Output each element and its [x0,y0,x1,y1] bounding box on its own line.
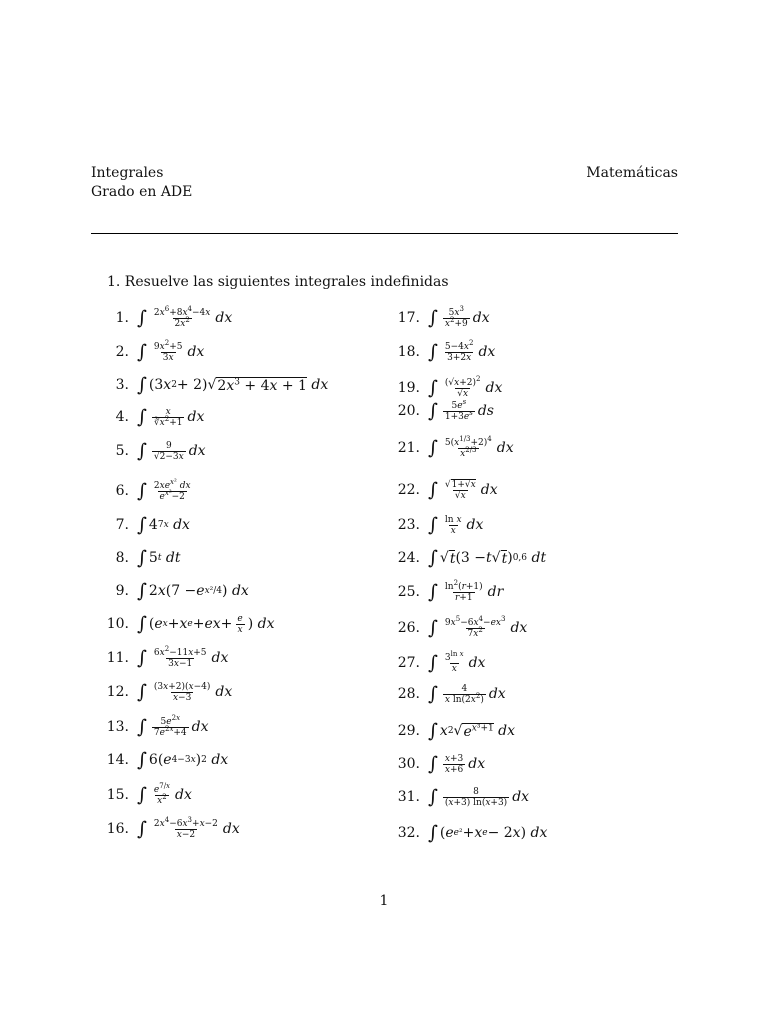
integral-expression: ∫ $\frac{5-4x^2}{3+2x}$ dx [428,338,496,363]
integral-expression: ∫ $\frac{e^{7/x}}{x^2}$ dx [137,781,192,806]
item-number: 30. [397,756,420,772]
integral-item [99,578,249,604]
integral-expression: ∫ $\frac{2x^6+8x^4-4x}{2x^2}$ dx [137,304,233,329]
integral-expression: ∫ ( e x + x e + ex + $\frac{e}{x}$ ) dx [137,613,275,635]
subject-label: Matemáticas [586,165,678,181]
integral-item [99,478,196,504]
item-number: 23. [397,517,420,533]
item-number: 17. [397,310,420,326]
integral-item [390,305,490,331]
item-number: 20. [397,403,420,419]
integral-expression: ∫ $\frac{5e^s}{1+3e^s}$ ds [428,397,494,422]
item-number: 15. [106,787,129,803]
item-number: 32. [397,825,420,841]
item-number: 3. [115,377,129,393]
item-number: 31. [397,789,420,805]
integral-item [99,404,204,430]
integral-expression: ∫ $\frac{2x^4-6x^3+x-2}{x-2}$ dx [137,815,240,840]
item-number: 19. [397,380,420,396]
integral-expression: ∫ $\frac{9x^5-6x^4-ex^3}{7x^2}$ dx [428,614,528,639]
integral-item [390,650,485,676]
integral-item [390,545,546,571]
integral-expression: ∫ x 2 √ $e^{x^3+1}$ dx [428,720,516,742]
integral-expression: ∫ $\frac{5x^3}{x^2+9}$ dx [428,304,490,329]
integral-item [390,579,503,605]
integral-item [390,512,483,538]
integral-expression: ∫ $\frac{2xe^{x^2} dx}{e^{x^2}-2}$ [137,477,191,502]
integral-expression: ∫ $\frac{(3x+2)(x-4)}{x-3}$ dx [137,681,233,703]
integral-expression: ∫ $\frac{4}{x \ln(2x^2)}$ dx [428,683,506,705]
integral-expression: ∫ ( e e² + x e − 2 x ) dx [428,822,548,844]
course-title: Integrales [91,165,164,181]
integral-expression: ∫ $\frac{5(x^{1/3}+2)^4}{x^{2/3}}$ dx [428,434,514,459]
integral-expression: ∫ $\frac{9x^2+5}{3x}$ dx [137,338,205,363]
item-number: 7. [115,517,129,533]
integral-item [390,784,529,810]
integral-item [99,611,274,637]
item-number: 6. [115,483,129,499]
item-number: 11. [106,650,129,666]
header-divider [91,233,678,234]
item-number: 18. [397,344,420,360]
integral-item [99,545,181,571]
integral-expression: ∫ $\frac{\text{ln x}}{x}$ dx [428,514,484,536]
item-number: 28. [397,686,420,702]
integral-expression: ∫ $\frac{x+3}{x+6}$ dx [428,753,486,775]
item-number: 26. [397,620,420,636]
integral-expression: ∫ 6( e 4−3x ) 2 dx [137,749,229,771]
item-number: 13. [106,719,129,735]
item-number: 1. [115,310,129,326]
integral-expression: ∫ $\frac{(√x+2)^2}{√x}$ dx [428,374,503,399]
item-number: 14. [106,752,129,768]
item-number: 2. [115,344,129,360]
integral-item [390,339,495,365]
item-number: 5. [115,443,129,459]
integral-item [390,615,527,641]
page-number: 1 [379,893,389,909]
integral-item [99,438,206,464]
item-number: 25. [397,584,420,600]
item-number: 8. [115,550,129,566]
integral-item [99,747,228,773]
integral-item [99,372,328,398]
integral-item [99,339,204,365]
item-number: 12. [106,684,129,700]
integral-item [390,435,514,461]
integral-expression: ∫ $\frac{3^{ln x}}{x}$ dx [428,649,486,674]
integral-expression: ∫ 4 7x dx [137,514,190,536]
item-number: 16. [106,821,129,837]
integral-expression: ∫ 5 t dt [137,547,181,569]
integral-expression: ∫ $\frac{x}{∛x^2+1}$ dx [137,406,205,428]
integral-expression: ∫ $\frac{8}{(x+3) \ln(x+3)}$ dx [428,786,530,808]
integral-expression: ∫ (3 x 2 + 2)√ $2x^3 + 4x + 1$ dx [137,374,329,396]
integral-item [390,681,506,707]
integral-item [99,782,192,808]
integral-item [99,714,209,740]
integral-item [99,305,232,331]
integral-expression: ∫ 2 x (7 − e x²/4 ) dx [137,580,249,602]
item-number: 27. [397,655,420,671]
item-number: 29. [397,723,420,739]
item-number: 9. [115,583,129,599]
integral-item [99,816,240,842]
integral-item [99,679,232,705]
integral-expression: ∫ $\frac{5e^{2x}}{7e^{2x}+4}$ dx [137,713,209,738]
integral-expression: ∫ $\frac{\ln^2(r+1)}{r+1}$ dr [428,578,504,603]
integral-item [390,820,547,846]
exercise-heading: 1. Resuelve las siguientes integrales indefinidas [107,274,449,290]
item-number: 10. [106,616,129,632]
integral-item [99,512,190,538]
integral-expression: ∫ $\frac{√1+√x}{√x}$ dx [428,479,498,501]
integral-item [390,477,498,503]
integral-item [99,645,228,671]
integral-item [390,718,515,744]
degree-label: Grado en ADE [91,184,193,200]
item-number: 4. [115,409,129,425]
integral-item [390,751,485,777]
item-number: 21. [397,440,420,456]
integral-item [390,398,494,424]
integral-expression: ∫ √ t (3 − t √ t ) 0,6 dt [428,547,547,569]
item-number: 24. [397,550,420,566]
item-number: 22. [397,482,420,498]
integral-expression: ∫ $\frac{6x^2-11x+5}{3x-1}$ dx [137,644,229,669]
integral-expression: ∫ $\frac{9}{√2-3x}$ dx [137,440,206,462]
